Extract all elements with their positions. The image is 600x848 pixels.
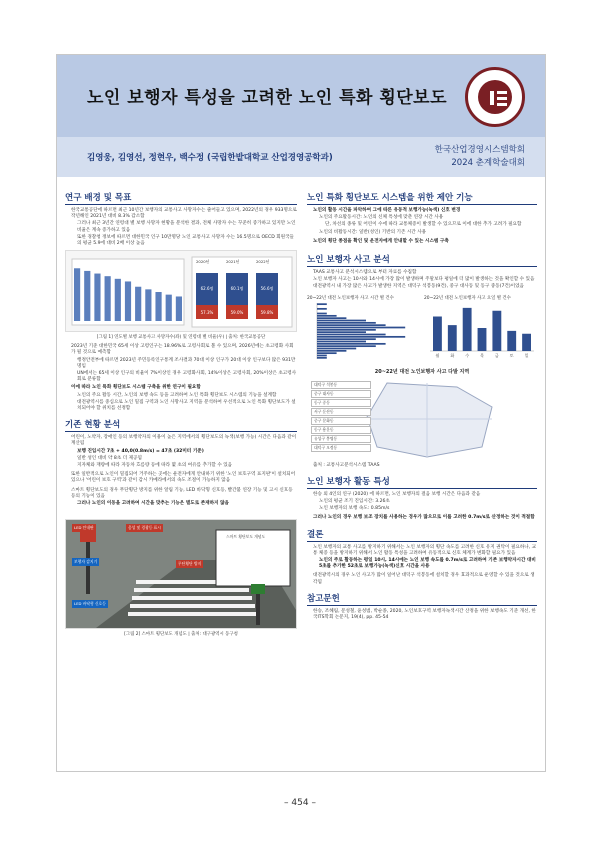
right-column <box>307 191 537 622</box>
tick-label: 토 <box>509 352 514 358</box>
paragraph: 노인 보행자의 교통 사고를 방지하기 위해서는 노인 보행자의 횡단 속도를 고려한 신호 유지 권탁이 필요하나, 교통 체증 등을 방지하기 위해서 노인 활동 특성을 고려하여 유동적으로 신호 체계가 변화할 필요가 있음 <box>313 544 537 556</box>
paragraph: TAAS 교통사고 분석시스템으로 부터 자료를 수집함 <box>313 270 417 276</box>
bar-mark <box>317 345 376 347</box>
map-region-label: 중구 문화동 <box>311 417 371 425</box>
fig1-stack-top: 60.1명 <box>226 273 248 305</box>
poster <box>56 54 546 772</box>
authors: 김영웅, 김영선, 정현우, 백수정 (국립한밭대학교 산업경영공학과) <box>87 153 333 163</box>
fig1-stack-bottom: 59.8% <box>256 305 278 319</box>
tick-label: 일 <box>524 352 529 358</box>
section-title: 기존 현황 분석 <box>65 418 297 432</box>
paragraph: 노인의 평균 조기 진입시간: 3.26초 <box>319 499 390 505</box>
accident-charts <box>307 295 537 365</box>
section-title: 노인 보행자 사고 분석 <box>307 253 537 267</box>
accident-map <box>307 377 537 461</box>
paragraph: 노인 보행자 사고는 10시와 14시에 가장 많이 발생하며 주말보다 평일에 더 많이 발생하는 것을 확인할 수 있음 <box>313 277 535 283</box>
bar-mark <box>317 322 376 324</box>
paragraph: 어린이, 노약자, 장애인 등의 보행약자의 이용이 높은 지역에서의 횡단보도의 녹색(보행 가능) 시간은 다음과 같이 계산됨 <box>71 435 297 447</box>
fig1-stack-column <box>196 273 218 319</box>
chart-title: 20~22년 대전 노인보행자 사고 요일 별 건수 <box>424 295 511 301</box>
paragraph: 그러나 최근 3년간 연령대 별 보행 사망자 현황을 분석한 결과, 전체 사망자 수는 꾸준히 증가하고 있지만 노인 비율은 계속 증가하고 있음 <box>77 221 296 233</box>
bar-mark <box>492 310 501 350</box>
paragraph: 대전광역시의 경우 노인 사고가 많이 일어난 대덕구 석봉동에 설치할 경우 효과적으로 운영할 수 있을 것으로 생각됨 <box>313 573 535 585</box>
map-region-label: 동구 중동 <box>311 399 371 407</box>
bar-mark <box>317 350 346 352</box>
fig1-bar <box>115 279 121 321</box>
fig1-bar <box>145 290 151 322</box>
paragraph-bold: 노인의 주로 활동하는 평일 10시, 14시에는 노인 보행 속도를 0.7m/s로 고려하여 기존 보행약자시간 대비 5초를 추가한 52초로 보행가능(녹색)신호 시간을 사용 <box>319 558 536 570</box>
section-title: 참고문헌 <box>307 592 537 606</box>
bar-mark <box>317 340 366 342</box>
bar-mark <box>317 303 327 305</box>
section-title: 노인 보행자 활동 특성 <box>307 475 537 489</box>
figure-2 <box>65 519 297 629</box>
bar-mark <box>478 328 487 351</box>
paragraph: 2023년 기준 대한민국 65세 이상 고령인구는 18.96%로 고령사회로 볼 수 있으며, 2026년에는 초고령화 사회가 될 것으로 예측함 <box>71 344 294 356</box>
bar-mark <box>317 354 327 356</box>
paragraph: 행정안전부에 따르면 2023년 주민등록인구통계 조사결과 70대 이상 인구가 20대 이상 인구보다 많은 931만명임 <box>77 357 296 369</box>
paragraph: 또한 일반적으로 노인이 밀집되어 거주하는 곳에는 운전자에게 안내하기 위한 '노인 보호구역 표지판'이 설치되어 있으나 '어린이 보호 구역'과 같이 감시 카메라에서의 속도 조절이 가능하지 않음 <box>71 472 296 484</box>
fig1-year-label: 2022년 <box>256 259 270 265</box>
tick-label: 화 <box>450 352 455 358</box>
paragraph: 노인의 비활동시간: 일반(성인) 기반의 기존 시간 사용 <box>319 229 427 235</box>
bar-mark <box>317 319 366 321</box>
paragraph: 일반 성인 대비 약 8초 더 제공됨 <box>77 455 142 461</box>
bar-mark <box>317 326 405 328</box>
reference-item: 한승, 조혜림, 문성철, 윤성범, 박순종, 2020, 노인보호구역 보행자녹색시간 산정을 위한 보행속도 기준 개선, 한국ITS학회 논문지, 19(4), pp. 45-54 <box>313 608 536 621</box>
bar-mark <box>317 331 366 333</box>
fig1-bar <box>166 295 172 321</box>
map-region-label: 대덕구 석봉동 <box>311 381 371 389</box>
bar-mark <box>317 324 386 326</box>
map-region-label: 중구 대사동 <box>311 390 371 398</box>
paragraph-bold: 보행 진입시간 7초 + 40,0(0.8m/s) = 47초 (32미터 기준) <box>77 448 204 454</box>
bar-mark <box>317 338 376 340</box>
paragraph: UN에서는 65세 이상 인구의 비율이 7%이상인 경우 고령화사회, 14%이상은 고령사회, 20%이상은 초고령사회로 분류함 <box>77 371 297 383</box>
fig1-bar <box>105 276 111 321</box>
bar-mark <box>317 312 327 314</box>
paragraph: 스마트 횡단보도의 경우 무단횡단 방지를 위한 알림 기능, LED 바닥형 신호등, 빨간불 연장 기능 및 고시 신호등 등의 기능이 있음 <box>71 487 293 499</box>
tick-label: 목 <box>480 352 484 358</box>
bar-mark <box>463 308 472 351</box>
left-column <box>65 191 297 641</box>
conference-event: 2024 춘계학술대회 <box>451 158 525 168</box>
hourly-chart-svg <box>307 301 420 361</box>
figure-1 <box>65 250 297 332</box>
bar-mark <box>317 336 405 338</box>
fig1-bar <box>176 297 182 322</box>
fig1-stack-column <box>226 273 248 319</box>
fig1-year-label: 2020년 <box>196 259 210 265</box>
map-region-label: 서구 둔산동 <box>311 408 371 416</box>
fig2-label: 스마트 횡단보도 개념도 <box>226 534 266 540</box>
bar-mark <box>507 331 516 351</box>
map-region-label: 동구 용운동 <box>311 426 371 434</box>
paragraph: 한승 외 4인의 연구 (2020) 에 따르면, 노인 보행자의 걸음 보행 시간은 다음과 같음 <box>313 491 481 497</box>
section-title: 노인 특화 횡단보도 시스템을 위한 제안 기능 <box>307 191 537 205</box>
paragraph-bold: 그러나 노인의 경우 보행 보조 장치를 사용하는 경우가 많으므로 이를 고려한 0.7m/s로 산정하는 것이 적절함 <box>313 515 535 521</box>
fig2-label: 보행자 감지기 <box>74 559 98 565</box>
map-region-label: 대덕구 오정동 <box>311 444 371 452</box>
fig2-label: LED 안내판 <box>74 525 94 531</box>
chart-title: 20~22년 대전 노인보행자 사고 시간 별 건수 <box>307 295 394 301</box>
hourly-chart <box>307 295 420 365</box>
fig1-bar <box>94 274 100 321</box>
tick-label: 금 <box>494 352 499 358</box>
map-region-label: 유성구 봉명동 <box>311 435 371 443</box>
conference-name: 한국산업경영시스템학회 <box>434 145 525 155</box>
fig1-stack-top: 62.6명 <box>196 273 218 305</box>
paragraph: 한국교통공단에 따르면 최근 10년간 보행자의 교통사고 사망자수는 줄어들고 있으며, 2022년의 경우 933명으로 작년해인 2021년 대비 8.3% 감소함 <box>71 208 297 220</box>
bar-mark <box>317 333 386 335</box>
paragraph-bold: 노인의 횡단 종점을 확인 및 운전자에게 안내할 수 있는 시스템 구축 <box>313 238 449 244</box>
bar-mark <box>317 357 327 359</box>
bar-mark <box>317 352 337 354</box>
bar-mark <box>317 347 356 349</box>
fig1-stack-bottom: 57.3% <box>196 305 218 319</box>
bar-mark <box>317 315 337 317</box>
fig1-stack-top: 56.6명 <box>256 273 278 305</box>
source-note: 출처 : 교통사고분석시스템 TAAS <box>313 462 380 468</box>
fig1-bar <box>84 271 90 321</box>
paragraph-bold: 노인의 활동 시간을 파악하여 그에 따른 유동적 보행가능(녹색) 신호 변경 <box>313 208 461 213</box>
paragraph: 대전광역시를 중심으로 노인 밀집 구역과 노인 사망사고 지역을 분석하여 우선적으로 노인 특화 횡단보도가 설치되어야 할 위치를 선정함 <box>77 399 296 412</box>
fig2-label: LED 바닥형 신호등 <box>74 601 106 607</box>
fig1-stack-column <box>256 273 278 319</box>
bar-mark <box>317 329 376 331</box>
page-number: – 454 – <box>284 798 316 808</box>
fig2-label: 무단횡단 방지 <box>178 561 202 567</box>
tick-label: 월 <box>435 352 440 358</box>
bar-mark <box>317 343 386 345</box>
paragraph: 노인의 주요 활동 시간, 노인의 보행 속도 등을 고려하여 노인 특화 횡단보도 시스템의 기능을 설계함 <box>77 392 277 398</box>
fig2-label: 음성 및 경광등 표시 <box>128 525 161 531</box>
fig1-bar <box>155 292 161 321</box>
bar-mark <box>448 325 457 351</box>
fig1-stack-bottom: 59.0% <box>226 305 248 319</box>
paragraph: 단, 차선의 종류 및 어린이 수에 따라 교통체증이 발생할 수 있으므로 이에 대한 추가 고려가 필요함 <box>325 222 522 228</box>
tick-label: 수 <box>465 352 470 358</box>
bar-mark <box>317 317 346 319</box>
society-logo <box>465 67 525 127</box>
paragraph: 노인 보행자의 보행 속도: 0.85m/s <box>319 506 390 512</box>
weekday-chart <box>424 295 537 365</box>
paragraph-bold: 그러나 노인의 이동을 고려하여 시간을 맞추는 기능은 별도로 존재하지 않음 <box>77 501 229 507</box>
figure-caption: [그림 1] 연도별 보행 교통사고 사망자수(좌) 및 연령대 별 비율(우) | 출처: 한국교통공단 <box>96 335 266 341</box>
paragraph: 지자체와 재량에 따라 자동차 흐름량 등에 따라 몇 초의 여유를 추가할 수 있음 <box>77 463 233 469</box>
fig1-year-label: 2021년 <box>226 259 240 265</box>
section-title: 결론 <box>307 528 537 542</box>
paragraph: 노인의 주요활동시간: 노인의 신체 특성에 맞춘 연장 시간 사용 <box>319 215 444 221</box>
fig1-bar <box>74 268 80 321</box>
section-title: 연구 배경 및 목표 <box>65 191 297 205</box>
fig1-bar <box>125 282 131 322</box>
bar-mark <box>522 333 531 350</box>
fig1-bar <box>135 287 141 321</box>
bar-mark <box>317 308 327 310</box>
map-chart-title: 20~22년 대전 노인보행자 사고 다발 지역 <box>374 368 470 375</box>
bar-mark <box>433 316 442 351</box>
figure-caption: [그림 2] 스마트 횡단보도 개념도 | 출처: 대구광역시 동구청 <box>124 632 238 638</box>
paragraph: 대전광역시 내 가장 많은 사고가 발생한 지역은 대덕구 석봉동(9건), 중구 대사동 및 동구 중동(7건)이었음 <box>313 284 524 290</box>
poster-title: 노인 보행자 특성을 고려한 노인 특화 횡단보도 <box>87 88 448 108</box>
paragraph: 또한 경찰청 정보에 따르면 대한민국 인구 10만명당 노인 교통사고 사망자 수는 16.5명으로 OECD 회원국들의 평균 5.9에 대비 2배 이상 높음 <box>77 234 294 247</box>
weekday-chart-svg <box>424 301 537 361</box>
paragraph-bold: 이에 따라 노인 특화 횡단보도 시스템 구축을 위한 연구이 필요함 <box>71 385 201 391</box>
poster-header <box>57 55 545 137</box>
